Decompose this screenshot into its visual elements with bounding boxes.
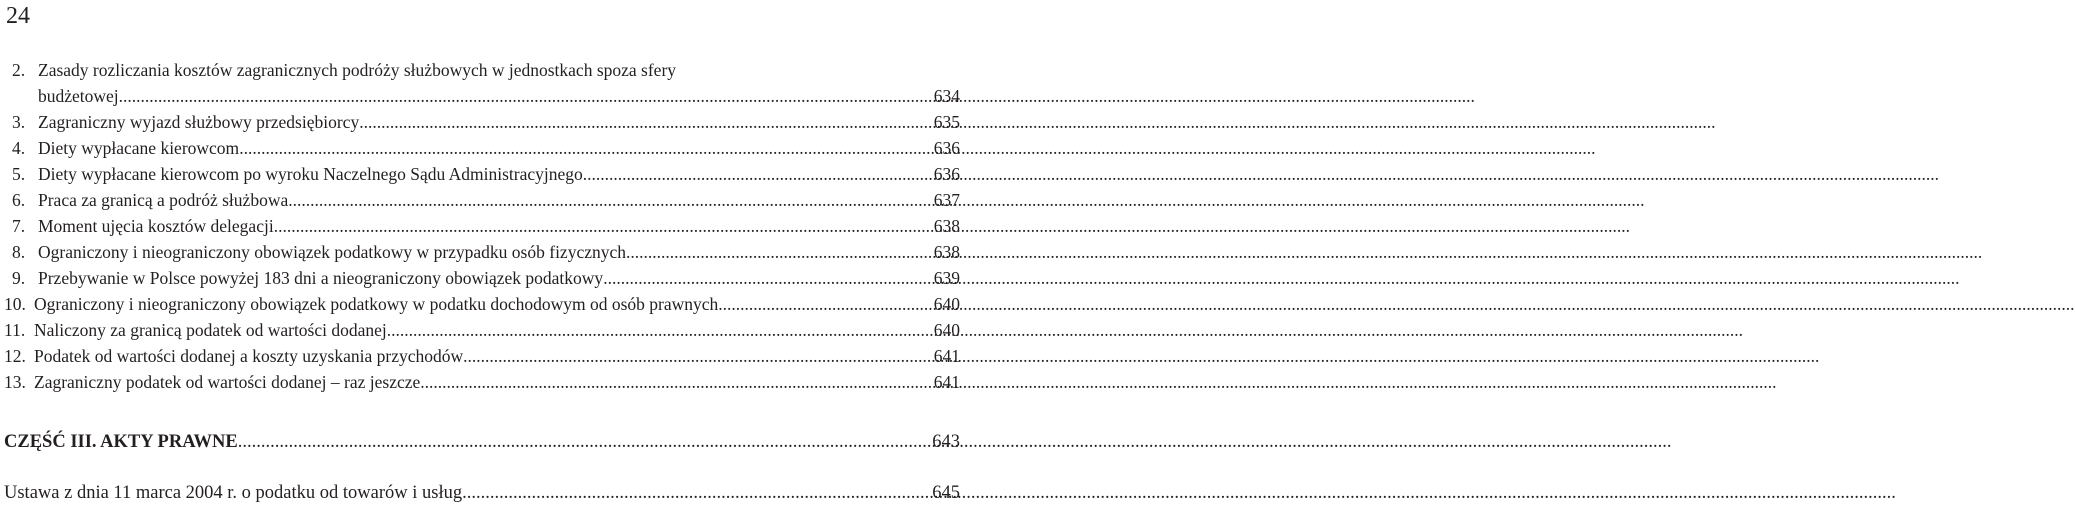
part-page: 643 xyxy=(932,432,960,452)
toc-entry-number: 7. xyxy=(12,216,26,236)
toc-entry-7[interactable] xyxy=(12,215,960,237)
toc-entry-12[interactable] xyxy=(4,345,960,367)
toc-entry-11[interactable] xyxy=(4,319,960,341)
law-title: Ustawa z dnia 11 marca 2004 r. o podatku od towarów i usług xyxy=(4,483,463,503)
toc-part-heading[interactable] xyxy=(4,430,960,454)
toc-entry-number: 8. xyxy=(12,242,26,262)
toc-entry-3[interactable] xyxy=(12,111,960,133)
toc-entry-page: 641 xyxy=(933,372,960,392)
dot-leader xyxy=(603,267,933,289)
toc-entry-number: 5. xyxy=(12,164,26,184)
toc-entry-title: Praca za granicą a podróż służbowa xyxy=(38,190,289,210)
toc-law-entry[interactable] xyxy=(4,481,960,505)
toc-entry-number: 13. xyxy=(4,372,26,392)
dot-leader xyxy=(274,215,933,237)
toc-entry-title: Zagraniczny podatek od wartości dodanej – raz jeszcze xyxy=(34,372,421,392)
toc-entry-page: 640 xyxy=(933,320,960,340)
toc-entry-title: Podatek od wartości dodanej a koszty uzyskania przychodów xyxy=(34,346,464,366)
toc-entry-title: budżetowej xyxy=(38,86,119,106)
dot-leader xyxy=(119,85,933,107)
part-title: CZĘŚĆ III. AKTY PRAWNE xyxy=(4,432,238,452)
toc-entry-2-line1 xyxy=(12,59,676,81)
toc-entry-title: Moment ujęcia kosztów delegacji xyxy=(38,216,274,236)
toc-entry-title: Ograniczony i nieograniczony obowiązek podatkowy w przypadku osób fizycznych xyxy=(38,242,627,262)
dot-leader xyxy=(626,241,933,263)
toc-entry-page: 640 xyxy=(933,294,960,314)
toc-entry-title: Przebywanie w Polsce powyżej 183 dni a nieograniczony obowiązek podatkowy xyxy=(38,268,604,288)
toc-entry-10[interactable] xyxy=(4,293,960,315)
dot-leader xyxy=(288,189,933,211)
toc-entry-5[interactable] xyxy=(12,163,960,185)
toc-entry-page: 636 xyxy=(933,138,960,158)
toc-entry-number: 11. xyxy=(4,320,26,340)
toc-entry-title: Naliczony za granicą podatek od wartości dodanej xyxy=(34,320,387,340)
toc-entry-page: 641 xyxy=(933,346,960,366)
toc-entry-page: 635 xyxy=(933,112,960,132)
toc-entry-8[interactable] xyxy=(12,241,960,263)
toc-entry-title-line1: Zasady rozliczania kosztów zagranicznych podróży służbowych w jednostkach spoza sfery xyxy=(38,60,677,80)
dot-leader xyxy=(238,430,932,454)
toc-entry-page: 634 xyxy=(933,86,960,106)
page-number: 24 xyxy=(6,3,30,29)
toc-entry-page: 638 xyxy=(933,242,960,262)
toc-entry-number: 4. xyxy=(12,138,26,158)
dot-leader xyxy=(463,345,933,367)
toc-entry-page: 639 xyxy=(933,268,960,288)
toc-entry-number: 9. xyxy=(12,268,26,288)
toc-entry-page: 637 xyxy=(933,190,960,210)
dot-leader xyxy=(387,319,933,341)
toc-entry-title: Diety wypłacane kierowcom xyxy=(38,138,240,158)
toc-entry-13[interactable] xyxy=(4,371,960,393)
dot-leader xyxy=(718,293,932,315)
toc-entry-number: 12. xyxy=(4,346,26,366)
dot-leader xyxy=(239,137,933,159)
toc-entry-page: 638 xyxy=(933,216,960,236)
toc-entry-title: Ograniczony i nieograniczony obowiązek podatkowy w podatku dochodowym od osób prawnych xyxy=(34,294,719,314)
toc-entry-6[interactable] xyxy=(12,189,960,211)
toc-entry-number: 2. xyxy=(12,60,26,80)
toc-entry-9[interactable] xyxy=(12,267,960,289)
dot-leader xyxy=(359,111,933,133)
toc-entry-title: Zagraniczny wyjazd służbowy przedsiębiorcy xyxy=(38,112,360,132)
toc-entry-4[interactable] xyxy=(12,137,960,159)
law-page: 645 xyxy=(932,483,960,503)
dot-leader xyxy=(420,371,932,393)
toc-entry-number: 3. xyxy=(12,112,26,132)
toc-entry-number: 6. xyxy=(12,190,26,210)
dot-leader xyxy=(583,163,933,185)
toc-entry-2[interactable] xyxy=(38,85,960,107)
toc-entry-title: Diety wypłacane kierowcom po wyroku Naczelnego Sądu Administracyjnego xyxy=(38,164,583,184)
toc-entry-number: 10. xyxy=(4,294,26,314)
toc-entry-page: 636 xyxy=(933,164,960,184)
dot-leader xyxy=(462,481,931,505)
